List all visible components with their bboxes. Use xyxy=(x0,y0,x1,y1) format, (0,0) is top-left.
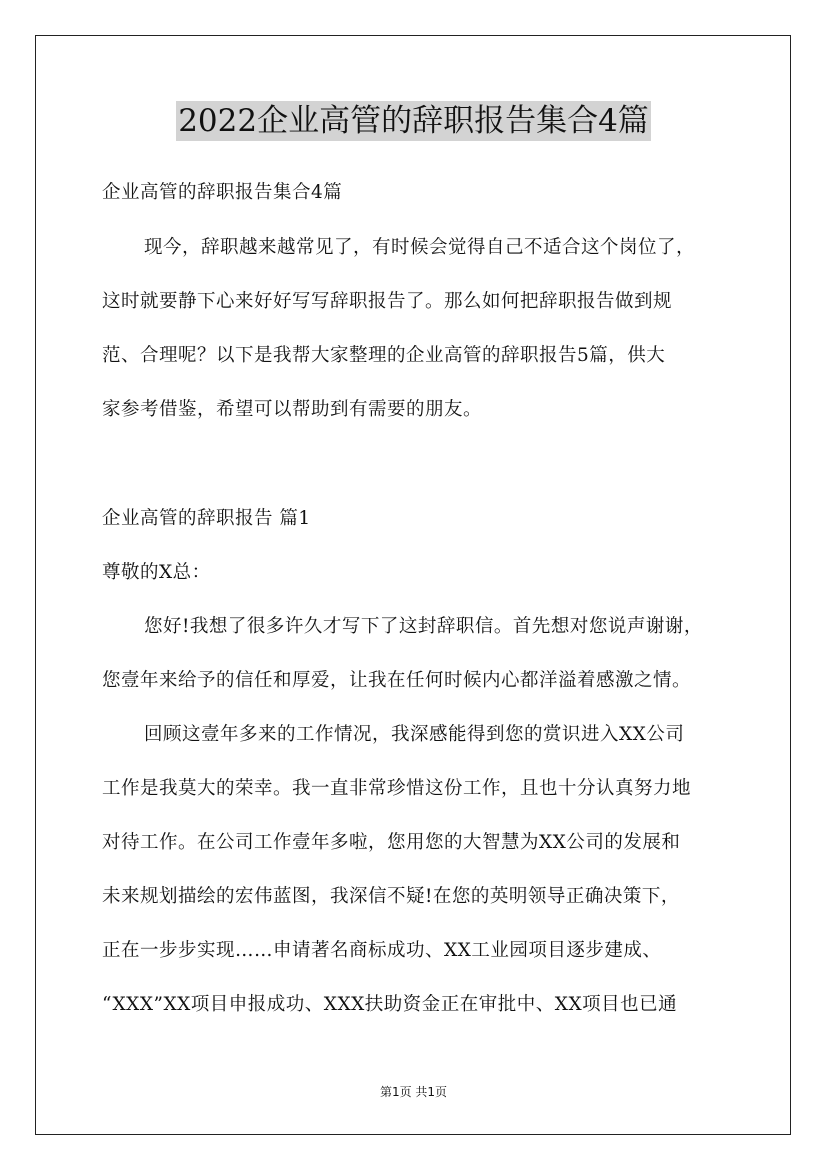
para2-line-3: 对待工作。在公司工作壹年多啦，您用您的大智慧为XX公司的发展和 xyxy=(102,832,681,853)
page-footer: 第1页 共1页 xyxy=(379,1085,448,1099)
salutation: 尊敬的X总： xyxy=(102,562,211,583)
title-container xyxy=(0,101,827,141)
document-subtitle: 企业高管的辞职报告集合4篇 xyxy=(102,182,343,203)
para1-line-2: 您壹年来给予的信任和厚爱，让我在任何时候内心都洋溢着感激之情。 xyxy=(102,670,692,691)
para2-line-1: 回顾这壹年多来的工作情况，我深感能得到您的赏识进入XX公司 xyxy=(144,724,685,745)
para1-line-1: 您好!我想了很多许久才写下了这封辞职信。首先想对您说声谢谢， xyxy=(144,616,703,637)
section-heading: 企业高管的辞职报告 篇1 xyxy=(102,508,311,529)
document-title: 2022企业高管的辞职报告集合4篇 xyxy=(178,103,649,139)
para2-line-6: “XXX”XX项目申报成功、XXX扶助资金正在审批中、XX项目也已通 xyxy=(102,994,678,1015)
para2-line-5: 正在一步步实现……申请著名商标成功、XX工业园项目逐步建成、 xyxy=(102,940,662,961)
intro-line-4: 家参考借鉴，希望可以帮助到有需要的朋友。 xyxy=(102,399,483,420)
para2-line-4: 未来规划描绘的宏伟蓝图，我深信不疑!在您的英明领导正确决策下， xyxy=(102,886,680,907)
para2-line-2: 工作是我莫大的荣幸。我一直非常珍惜这份工作，且也十分认真努力地 xyxy=(102,778,692,799)
intro-line-2: 这时就要静下心来好好写写辞职报告了。那么如何把辞职报告做到规 xyxy=(102,291,673,312)
intro-line-1: 现今，辞职越来越常见了，有时候会觉得自己不适合这个岗位了， xyxy=(144,237,696,258)
intro-line-3: 范、合理呢？以下是我帮大家整理的企业高管的辞职报告5篇，供大 xyxy=(102,345,666,366)
